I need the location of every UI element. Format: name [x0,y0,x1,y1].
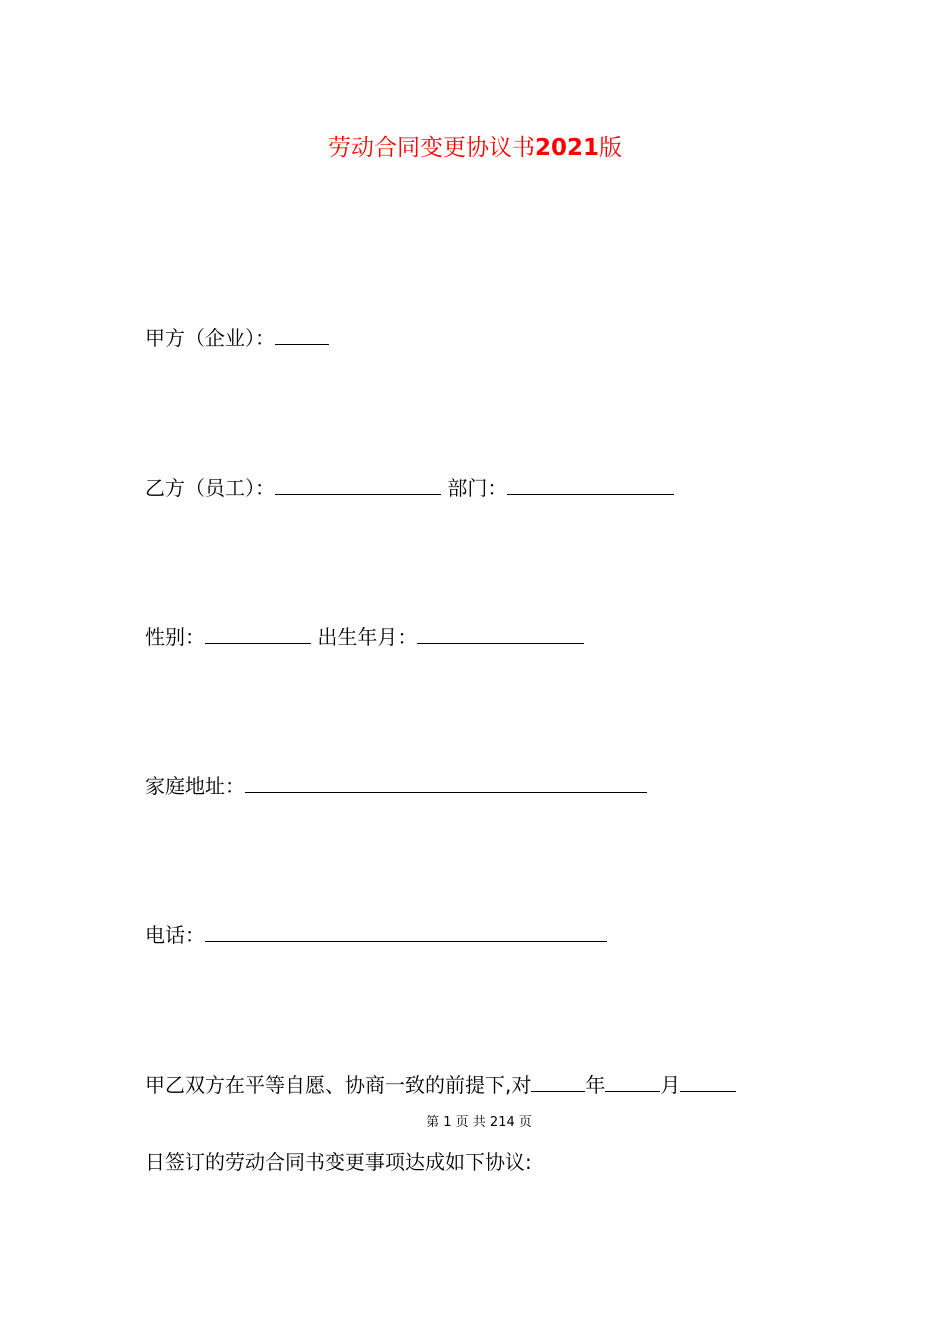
phone-label: 电话： [145,923,205,947]
gender-blank [205,625,311,644]
agreement-intro: 甲乙双方在平等自愿、协商一致的前提下,对 [145,1073,532,1097]
party-a-line [145,324,329,352]
day-blank [680,1073,736,1092]
department-label: 部门： [447,476,508,500]
birth-label: 出生年月： [317,625,418,649]
title-year: 2021 [534,135,599,161]
address-label: 家庭地址： [145,774,245,798]
gender-label: 性别： [145,625,205,649]
party-a-blank [275,326,329,345]
party-a-label: 甲方（企业）： [145,326,275,350]
birth-blank [417,625,584,644]
year-unit: 年 [585,1073,606,1097]
party-b-blank [275,476,441,495]
agreement-continue-line [145,1148,532,1176]
department-blank [507,476,674,495]
page-footer: 第 1 页 共 214 页 [426,1115,532,1130]
month-unit: 月 [660,1073,681,1097]
address-blank [245,774,647,793]
party-b-line [145,474,674,502]
agreement-line [145,1071,736,1099]
agreement-continue: 日签订的劳动合同书变更事项达成如下协议: [145,1150,532,1174]
month-blank [605,1073,660,1092]
gender-birth-line [145,623,584,651]
phone-blank [205,923,607,942]
address-line [145,772,647,800]
phone-line [145,921,607,949]
title-main: 劳动合同变更协议书 [327,135,535,161]
party-b-label: 乙方（员工）： [145,476,275,500]
year-blank [531,1073,585,1092]
title-suffix: 版 [599,135,622,161]
document-title [0,131,950,165]
